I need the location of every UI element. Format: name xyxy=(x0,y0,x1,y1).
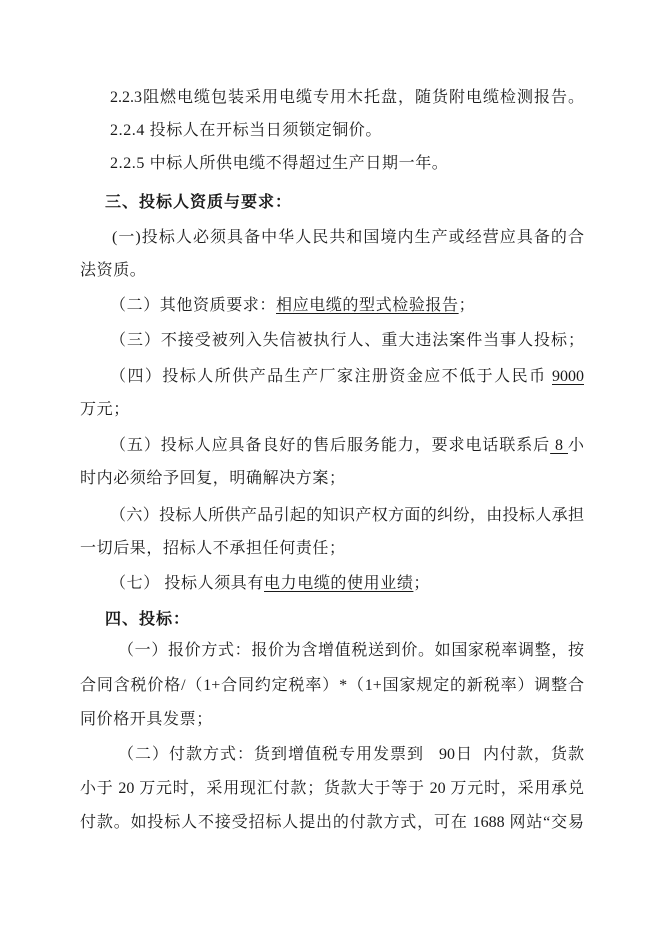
text-segment: 法资质。 xyxy=(80,262,147,279)
text-line xyxy=(80,779,584,799)
text-line xyxy=(118,745,584,765)
text-segment: （二）其他资质要求： xyxy=(110,297,277,314)
text-line xyxy=(80,400,130,420)
underlined-text: 电力电缆的使用业绩 xyxy=(264,575,414,592)
text-segment: （五）投标人应具备良好的售后服务能力，要求电话联系后 xyxy=(110,437,551,454)
text-segment: （三）不接受被列入失信被执行人、重大违法案件当事人投标； xyxy=(110,332,584,349)
text-line xyxy=(110,88,584,108)
text-segment: （二）付款方式：货到增值税专用发票到 90日 内付款，货款 xyxy=(118,746,584,763)
text-segment: （六）投标人所供产品引起的知识产权方面的纠纷，由投标人承担 xyxy=(110,507,584,524)
text-segment: 合同含税价格/（1+合同约定税率）*（1+国家规定的新税率）调整合 xyxy=(80,677,584,694)
text-segment: 四、投标： xyxy=(105,611,191,628)
underlined-text: 相应电缆的型式检验报告 xyxy=(276,297,459,314)
text-line xyxy=(112,228,584,248)
text-line xyxy=(110,121,382,141)
text-line xyxy=(80,676,584,696)
text-line xyxy=(80,469,346,489)
text-line xyxy=(80,813,584,833)
text-line xyxy=(110,154,448,174)
section-heading xyxy=(105,193,292,213)
text-segment: 小 xyxy=(567,437,584,454)
text-segment: 万元； xyxy=(80,401,130,418)
text-line xyxy=(118,641,584,661)
text-line xyxy=(110,331,584,351)
text-segment: （七） 投标人须具有 xyxy=(110,575,265,592)
section-heading xyxy=(105,610,190,630)
text-segment: 小于 20 万元时，采用现汇付款；货款大于等于 20 万元时，采用承兑 xyxy=(80,780,584,797)
text-line xyxy=(110,296,475,316)
text-segment: ； xyxy=(458,297,476,314)
text-line xyxy=(110,506,584,526)
text-line xyxy=(110,574,430,594)
text-segment: (一)投标人必须具备中华人民共和国境内生产或经营应具备的合 xyxy=(112,229,584,246)
text-line xyxy=(110,436,584,456)
text-segment: （四）投标人所供产品生产厂家注册资金应不低于人民币 xyxy=(110,368,552,385)
text-segment: （一）报价方式：报价为含增值税送到价。如国家税率调整，按 xyxy=(118,642,584,659)
text-segment: 三、投标人资质与要求： xyxy=(105,194,293,211)
text-segment: 2.2.4 投标人在开标当日须锁定铜价。 xyxy=(110,122,383,139)
text-segment: 2.2.3阻燃电缆包装采用电缆专用木托盘，随货附电缆检测报告。 xyxy=(110,89,584,106)
text-segment: ； xyxy=(413,575,431,592)
text-segment: 付款。如投标人不接受招标人提出的付款方式，可在 1688 网站“交易 xyxy=(80,814,584,831)
text-segment: 一切后果，招标人不承担任何责任； xyxy=(80,540,346,557)
text-segment: 时内必须给予回复，明确解决方案； xyxy=(80,470,346,487)
underlined-text: 8 xyxy=(550,437,568,454)
text-line xyxy=(110,367,584,387)
text-line xyxy=(80,710,213,730)
text-segment: 同价格开具发票； xyxy=(80,711,213,728)
text-line xyxy=(80,261,146,281)
underlined-text: 9000 xyxy=(552,368,584,385)
text-line xyxy=(80,539,346,559)
text-segment: 2.2.5 中标人所供电缆不得超过生产日期一年。 xyxy=(110,155,449,172)
